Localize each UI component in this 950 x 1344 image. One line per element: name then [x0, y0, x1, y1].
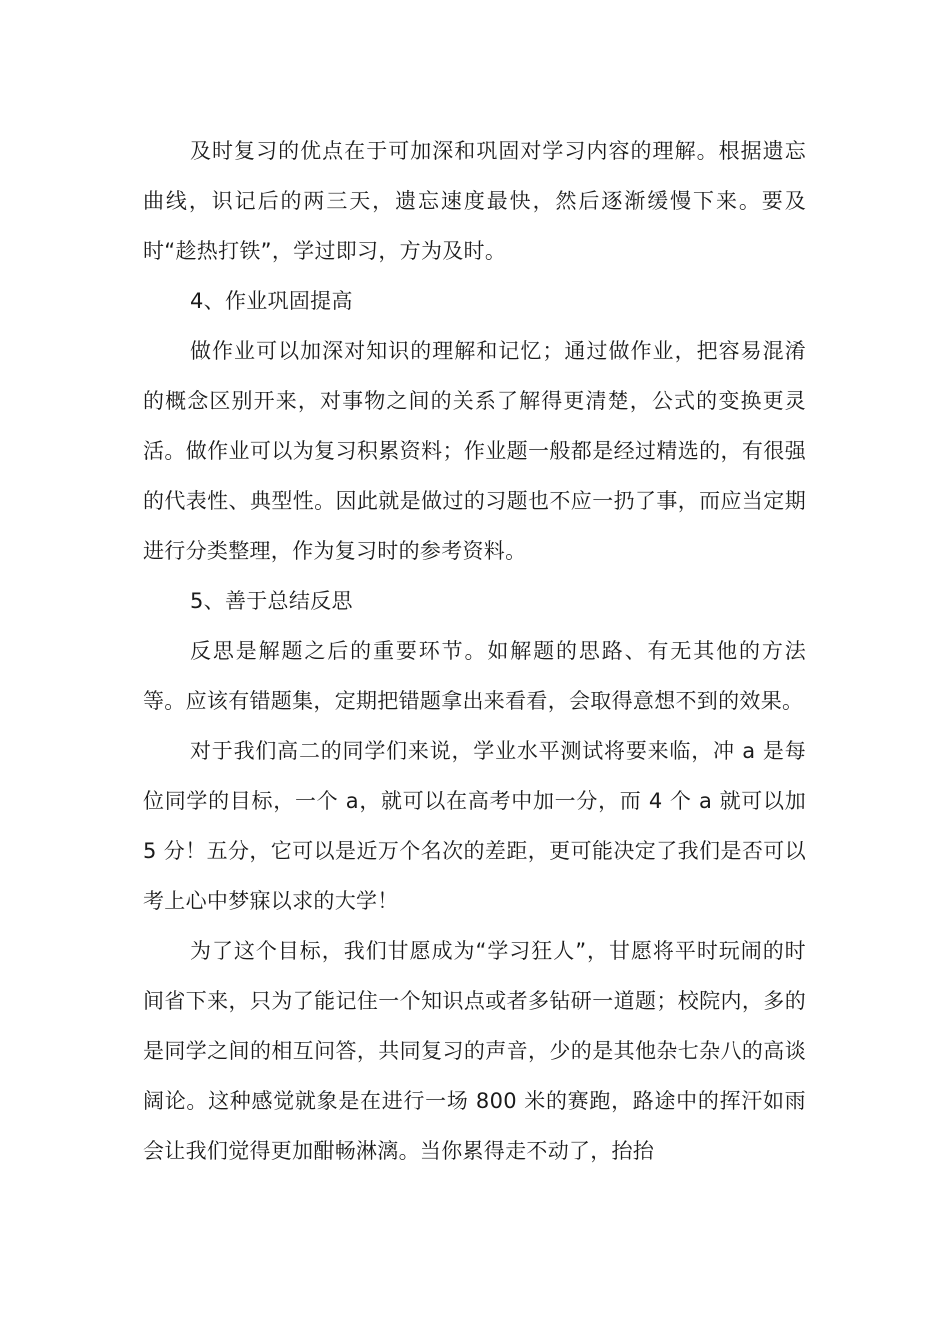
section-heading-homework: 4、作业巩固提高: [190, 289, 353, 313]
section-heading-reflection: 5、善于总结反思: [190, 589, 353, 613]
document-body: [143, 126, 806, 1176]
paragraph-proficiency-test: 对于我们高二的同学们来说，学业水平测试将要来临，冲 a 是每位同学的目标，一个 a，就可以在高考中加一分，而 4 个 a 就可以加 5 分！五分，它可以是近万个名次的差距，更可能决定了我们是否可以考上心中梦寐以求的大学！: [143, 739, 806, 913]
paragraph-homework: 做作业可以加深对知识的理解和记忆；通过做作业，把容易混淆的概念区别开来，对事物之间的关系了解得更清楚，公式的变换更灵活。做作业可以为复习积累资料；作业题一般都是经过精选的，有很强的代表性、典型性。因此就是做过的习题也不应一扔了事，而应当定期进行分类整理，作为复习时的参考资料。: [143, 339, 806, 563]
paragraph-reflection: 反思是解题之后的重要环节。如解题的思路、有无其他的方法等。应该有错题集，定期把错题拿出来看看，会取得意想不到的效果。: [143, 639, 806, 713]
paragraph-goal: 为了这个目标，我们甘愿成为“学习狂人”，甘愿将平时玩闹的时间省下来，只为了能记住一个知识点或者多钻研一道题；校院内，多的是同学之间的相互问答，共同复习的声音，少的是其他杂七杂八的高谈阔论。这种感觉就象是在进行一场 800 米的赛跑，路途中的挥汗如雨会让我们觉得更加酣畅淋漓。当你累得走不动了，抬抬: [143, 939, 806, 1163]
paragraph-review-benefits: 及时复习的优点在于可加深和巩固对学习内容的理解。根据遗忘曲线，识记后的两三天，遗忘速度最快，然后逐渐缓慢下来。要及时“趁热打铁”，学过即习，方为及时。: [143, 139, 806, 263]
